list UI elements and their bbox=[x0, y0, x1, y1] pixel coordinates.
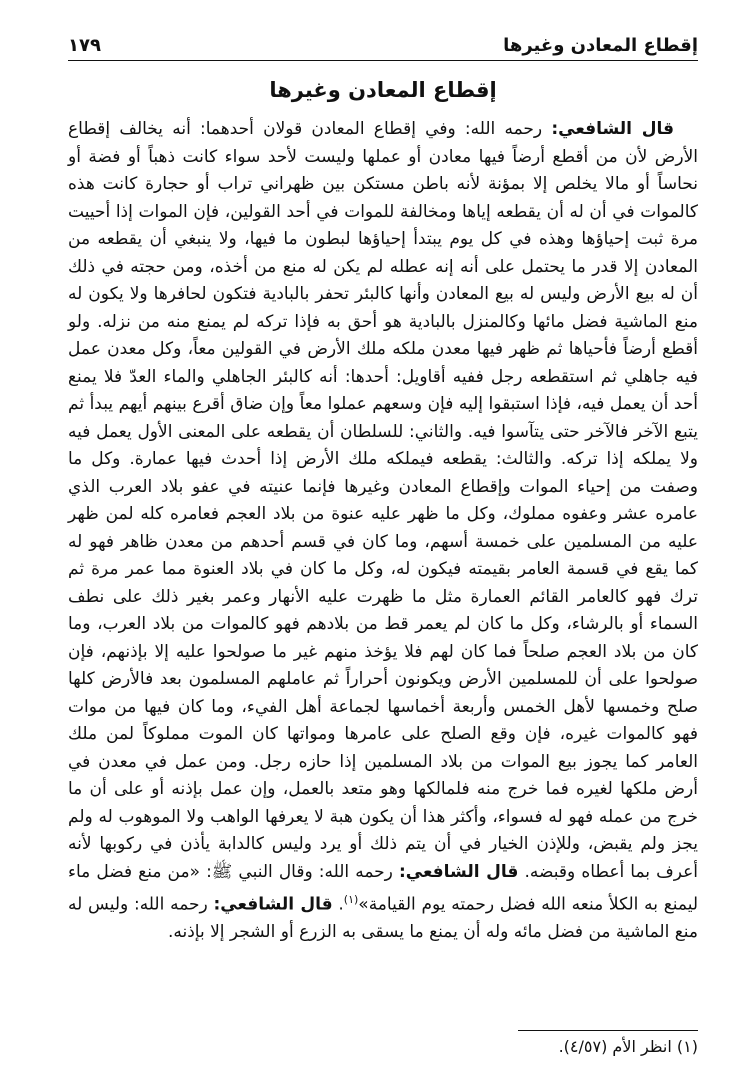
paragraph-text: رحمه الله: وفي إقطاع المعادن قولان أحدهما: أنه يخالف إقطاع الأرض لأن من أقطع أرضاً فيها معادن أو عملها وليست لأحد سواء كانت ذهباً أو فضة أو نحاساً أو مالا يخلص إلا بمؤنة لأنه باطن مستكن بين ظهراني تراب أو حجارة كانت هذه كالموات في أن له أن يقطعه إياها ومخالفة للموات في أحد القولين، فإن الموات إذا أحييت مرة ثبت إحياؤها وهذه في كل يوم يبتدأ إحياؤها لبطون ما فيها، ولا ينبغي أن يقطعه من المعادن إلا قدر ما يحتمل على أنه إنه عطله لم يكن له منع من أخذه، ومن حجته في ذلك أن له بيع الأرض وليس له بيع المعادن وأنها كالبئر تحفر بالبادية فتكون لحافرها ولا يكون له منع الماشية فضل مائها وكالمنزل بالبادية هو أحق به فإذا تركه لم يمنع منه من نزله. ولو أقطع أرضاً فأحياها ثم ظهر فيها معدن ملكه ملك الأرض في القولين معاً، وكل معدن عمل فيه جاهلي ثم استقطعه رجل ففيه أقاويل: أحدها: أنه كالبئر الجاهلي والماء العدّ فلا يمنع أحد أن يعمل فيه، فإذا استبقوا إليه فإن وسعهم عملوا معاً وإن ضاق أقرع بينهم أيهم يبدأ ثم يتبع الآخر فالآخر حتى يتآسوا فيه. والثاني: للسلطان أن يقطعه على المعنى الأول يعمل فيه ولا يملكه إذا تركه. والثالث: يقطعه فيملكه ملك الأرض إذا أحدث فيها عمارة. وكل ما وصفت من إحياء الموات وإقطاع المعادن وغيرها فإنما عنيته في عفو بلاد العرب الذي عامره عشر وعفوه مملوك، وكل ما ظهر عليه عنوة من بلاد العجم فعامره كله لمن ظهر عليه من المسلمين على خمسة أسهم، وما كان في قسم أحدهم من معدن ظاهر فهو له كما يقع في قسمة العامر بقيمته فيكون له، وكل ما كان في بلاد العنوة مما عمر مرة ثم ترك فهو كالعامر القائم العمارة مثل ما ظهرت عليه الأنهار وعمر بغير ذلك على نطف السماء أو بالرشاء، وكل ما كان لم يعمر قط من بلادهم فهو كالموات من بلاد العرب، وما كان من بلاد العجم صلحاً فما كان لهم فلا يؤخذ منهم غير ما صولحوا عليه إلا بإذنهم، فإن صولحوا على أن للمسلمين الأرض ويكونون أحراراً ثم عاملهم المسلمون بعد فالأرض كلها صلح وخمسها لأهل الخمس وأربعة أخماسها لجماعة أهل الفيء، وما كان فيها من موات فهو كالموات غيره، فإن وقع الصلح على عامرها ومواتها كان الموت مملوكاً لمن ملك العامر كما يجوز بيع الموات من بلاد المسلمين إذا حازه رجل. ومن عمل في معدن في أرض ملكها لغيره فما خرج منه فلمالكها وهو متعد بالعمل، وإن عمل بإذنه أو على أن ما خرج من عمله فهو له فسواء، وأكثر هذا أن يكون هبة لا يعرفها الواهب ولا الموهوب له ولم يجز ولم يقبض، وللإذن الخيار في أن يتم ذلك أو يرد وليس كالدابة يأذن في ركوبها لأنه أعرف بما أعطاه وقبضه. bbox=[68, 119, 698, 882]
footnote-reference: (١) bbox=[343, 893, 359, 906]
footnote-rule bbox=[518, 1030, 698, 1031]
paragraph-text: . bbox=[332, 894, 344, 915]
running-header bbox=[68, 30, 698, 56]
section-title: إقطاع المعادن وغيرها bbox=[269, 78, 497, 102]
body-text bbox=[68, 116, 698, 947]
running-title: إقطاع المعادن وغيرها bbox=[503, 35, 698, 56]
footnote: (١) انظر الأم (٤/٥٧). bbox=[558, 1037, 698, 1056]
speaker-lead: قال الشافعي: bbox=[551, 119, 674, 139]
speaker-lead: قال الشافعي: bbox=[213, 894, 333, 915]
paragraph-text: رحمه الله: وليس له منع الماشية من فضل مائه وله أن يمنع ما يسقى به الزرع أو الشجر إلا بإذنه. bbox=[68, 894, 698, 943]
page-number: ١٧٩ bbox=[68, 35, 101, 56]
speaker-lead: قال الشافعي: bbox=[398, 861, 519, 882]
paragraph bbox=[68, 116, 698, 947]
header-rule bbox=[68, 60, 698, 61]
paragraph-text: رحمه الله: وقال النبي ﷺ: «من منع فضل ماء ليمنع به الكلأ منعه الله فضل رحمته يوم القيامة» bbox=[68, 861, 699, 915]
